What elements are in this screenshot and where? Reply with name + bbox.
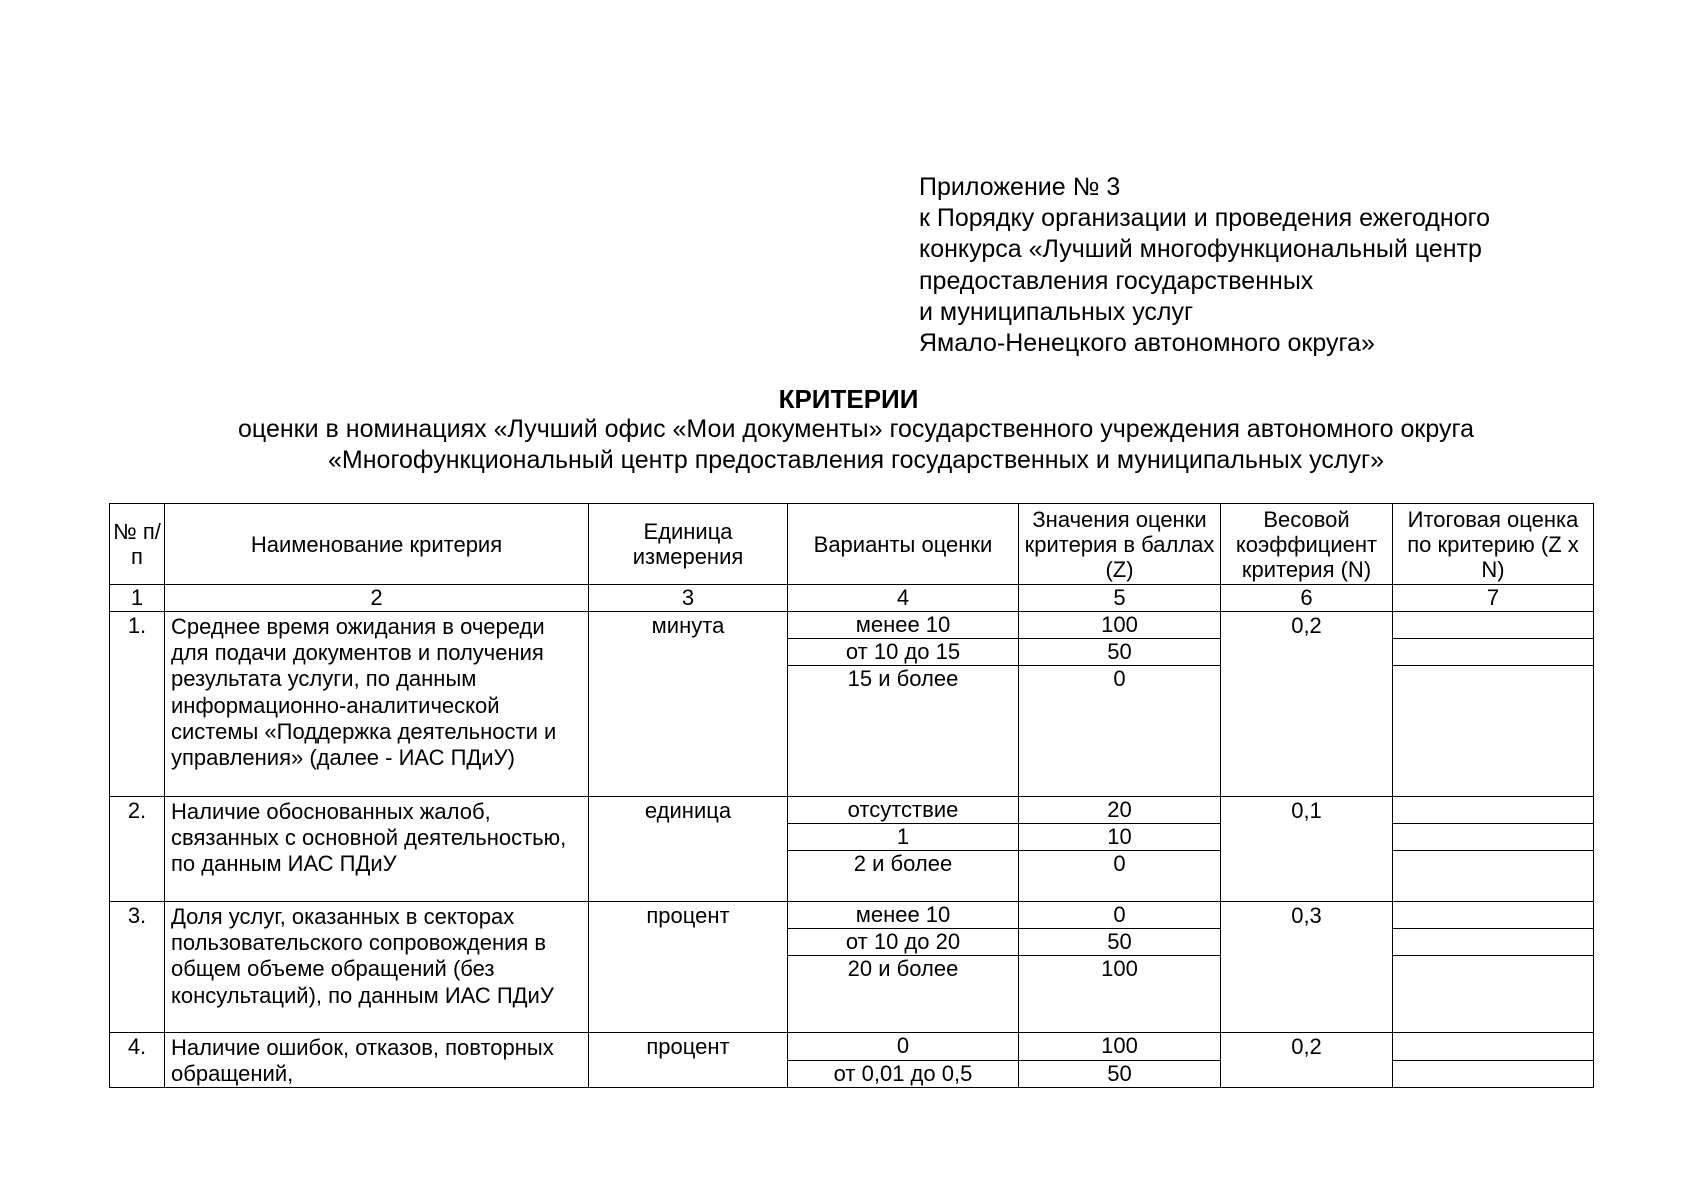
value: 50 (1019, 1060, 1221, 1088)
row-num: 2. (110, 797, 165, 902)
header-unit: Единица измерения (589, 504, 788, 585)
header-weight: Весовой коэффициент критерия (N) (1221, 504, 1393, 585)
total-cell (1393, 797, 1594, 824)
total-cell (1393, 639, 1594, 666)
header-num: № п/п (110, 504, 165, 585)
variant: 20 и более (788, 956, 1019, 1033)
column-number: 5 (1019, 585, 1221, 612)
variant: менее 10 (788, 902, 1019, 929)
column-number: 7 (1393, 585, 1594, 612)
header-name: Наименование критерия (165, 504, 589, 585)
variant: 1 (788, 824, 1019, 851)
column-number: 2 (165, 585, 589, 612)
total-cell (1393, 824, 1594, 851)
subtitle-line: оценки в номинациях «Лучший офис «Мои документы» государственного учреждения автономного округа (238, 415, 1474, 443)
total-cell (1393, 956, 1594, 1033)
weight: 0,2 (1221, 612, 1393, 797)
row-num: 1. (110, 612, 165, 797)
value: 0 (1019, 666, 1221, 797)
appendix-line: Ямало-Ненецкого автономного округа» (919, 329, 1375, 358)
variant: от 0,01 до 0,5 (788, 1060, 1019, 1088)
variant: от 10 до 20 (788, 929, 1019, 956)
subtitle-line: «Многофункциональный центр предоставления государственных и муниципальных услуг» (328, 446, 1384, 474)
criterion-unit: единица (589, 797, 788, 902)
appendix-block (919, 172, 1659, 359)
variant: отсутствие (788, 797, 1019, 824)
total-cell (1393, 1033, 1594, 1061)
total-cell (1393, 929, 1594, 956)
header-total: Итоговая оценка по критерию (Z x N) (1393, 504, 1594, 585)
value: 100 (1019, 956, 1221, 1033)
table-row (110, 902, 1594, 929)
weight: 0,2 (1221, 1033, 1393, 1088)
value: 20 (1019, 797, 1221, 824)
variant: менее 10 (788, 612, 1019, 639)
value: 50 (1019, 929, 1221, 956)
total-cell (1393, 851, 1594, 902)
value: 0 (1019, 851, 1221, 902)
criterion-unit: процент (589, 902, 788, 1033)
variant: 0 (788, 1033, 1019, 1061)
table-row (110, 612, 1594, 639)
value: 0 (1019, 902, 1221, 929)
total-cell (1393, 1060, 1594, 1088)
header-values: Значения оценки критерия в баллах (Z) (1019, 504, 1221, 585)
value: 50 (1019, 639, 1221, 666)
criteria-table (109, 503, 1594, 1088)
column-number: 4 (788, 585, 1019, 612)
variant: от 10 до 15 (788, 639, 1019, 666)
table-row (110, 797, 1594, 824)
row-num: 4. (110, 1033, 165, 1088)
criterion-unit: минута (589, 612, 788, 797)
appendix-line: предоставления государственных (919, 266, 1314, 295)
value: 100 (1019, 612, 1221, 639)
value: 10 (1019, 824, 1221, 851)
column-number: 6 (1221, 585, 1393, 612)
column-number-row (110, 585, 1594, 612)
total-cell (1393, 612, 1594, 639)
document-subtitle (0, 414, 1697, 476)
criterion-name: Наличие обоснованных жалоб, связанных с основной деятельностью, по данным ИАС ПДиУ (165, 797, 589, 902)
value: 100 (1019, 1033, 1221, 1061)
total-cell (1393, 666, 1594, 797)
criterion-unit: процент (589, 1033, 788, 1088)
variant: 15 и более (788, 666, 1019, 797)
criterion-name: Среднее время ожидания в очереди для подачи документов и получения результата услуги, по данным информационно-аналитической системы «Поддержка деятельности и управления» (далее - ИАС ПДиУ) (165, 612, 589, 797)
variant: 2 и более (788, 851, 1019, 902)
column-number: 1 (110, 585, 165, 612)
header-variants: Варианты оценки (788, 504, 1019, 585)
row-num: 3. (110, 902, 165, 1033)
document-title: КРИТЕРИИ (778, 384, 919, 414)
appendix-line: конкурса «Лучший многофункциональный центр (919, 235, 1482, 264)
appendix-line: и муниципальных услуг (919, 297, 1194, 326)
column-number: 3 (589, 585, 788, 612)
table-row (110, 1033, 1594, 1061)
weight: 0,1 (1221, 797, 1393, 902)
appendix-line: к Порядку организации и проведения ежегодного (919, 204, 1491, 233)
weight: 0,3 (1221, 902, 1393, 1033)
criterion-name: Доля услуг, оказанных в секторах пользовательского сопровождения в общем объеме обращений (без консультаций), по данным ИАС ПДиУ (165, 902, 589, 1033)
table-header-row (110, 504, 1594, 585)
appendix-line: Приложение № 3 (919, 173, 1121, 201)
criterion-name: Наличие ошибок, отказов, повторных обращений, (165, 1033, 589, 1088)
total-cell (1393, 902, 1594, 929)
